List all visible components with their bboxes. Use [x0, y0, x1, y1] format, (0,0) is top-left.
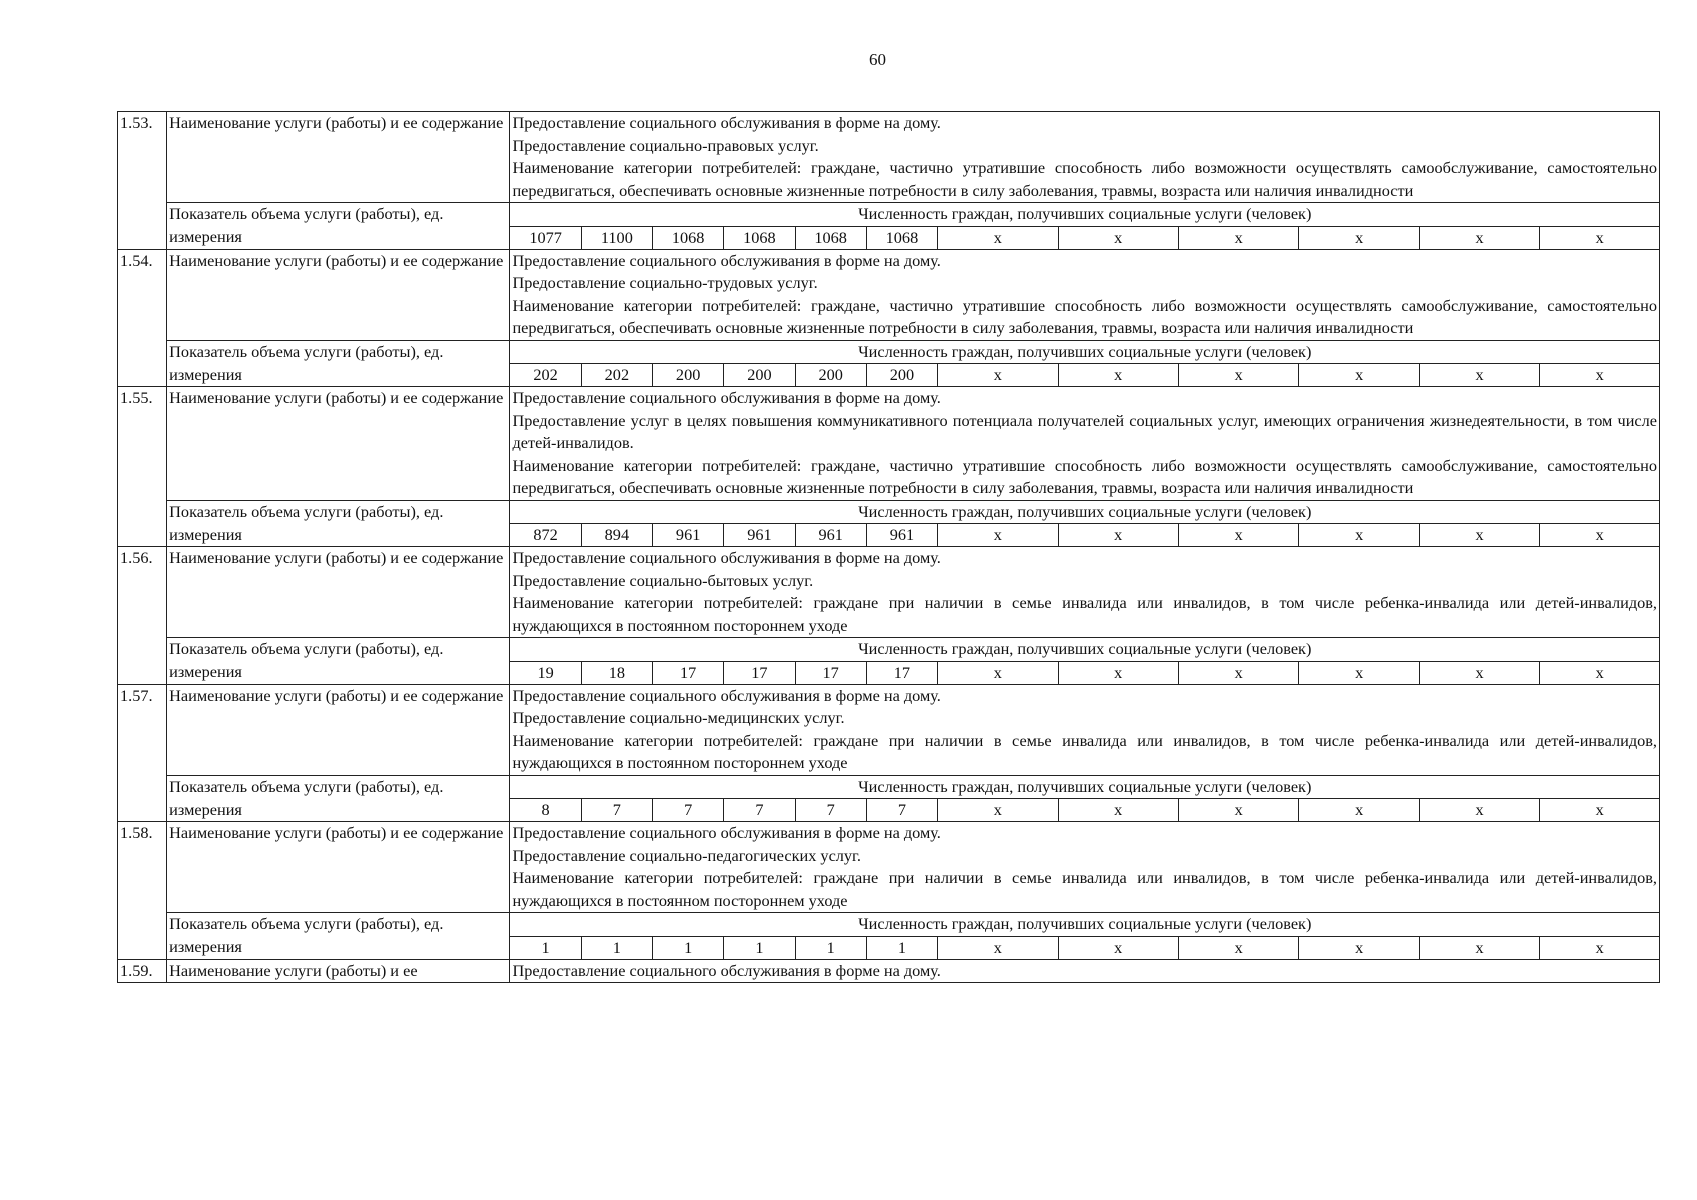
service-number: 1.55. — [118, 387, 167, 547]
volume-unit-row — [118, 638, 1660, 662]
volume-value: x — [1178, 524, 1298, 547]
volume-value: x — [1419, 936, 1539, 959]
service-row — [118, 387, 1660, 501]
description-line: Наименование категории потребителей: граждане при наличии в семье инвалида или инвалидов, в том числе ребенка-инвалида или детей-инвалидов, нуждающихся в постоянном постороннем уходе — [512, 730, 1657, 772]
services-table — [117, 111, 1660, 983]
volume-value: 1 — [653, 936, 724, 959]
volume-value: x — [1419, 661, 1539, 684]
volume-value: 7 — [653, 799, 724, 822]
volume-label: Показатель объема услуги (работы), ед. — [167, 500, 510, 524]
volume-value: 7 — [866, 799, 937, 822]
volume-value: x — [1058, 226, 1178, 249]
description-line: Предоставление социально-бытовых услуг. — [512, 570, 814, 590]
volume-value: x — [1419, 364, 1539, 387]
volume-value: x — [938, 661, 1058, 684]
volume-values-row — [118, 524, 1660, 547]
service-name-label: Наименование услуги (работы) и ее содержание — [167, 387, 510, 501]
volume-value: x — [1540, 226, 1660, 249]
volume-value: 1 — [724, 936, 795, 959]
volume-value: 200 — [653, 364, 724, 387]
service-row — [118, 547, 1660, 638]
volume-values-row — [118, 799, 1660, 822]
volume-value: x — [1178, 226, 1298, 249]
volume-value: 8 — [510, 799, 581, 822]
description-line: Предоставление социально-педагогических услуг. — [512, 845, 861, 865]
volume-value: 1100 — [581, 226, 652, 249]
volume-value: x — [938, 226, 1058, 249]
description-line: Предоставление социального обслуживания в форме на дому. — [512, 113, 941, 132]
volume-value: x — [1540, 799, 1660, 822]
volume-value: 1068 — [653, 226, 724, 249]
service-name-label: Наименование услуги (работы) и ее содержание — [167, 249, 510, 340]
volume-value: x — [1178, 364, 1298, 387]
service-row — [118, 112, 1660, 203]
description-line: Предоставление услуг в целях повышения коммуникативного потенциала получателей социальных услуг, имеющих ограничения жизнедеятельности, в том числе детей-инвалидов. — [512, 410, 1657, 452]
volume-value: 894 — [581, 524, 652, 547]
description-line: Предоставление социального обслуживания в форме на дому. — [512, 548, 941, 567]
volume-value: x — [1178, 936, 1298, 959]
description-line: Предоставление социально-медицинских услуг. — [512, 708, 845, 727]
volume-values-row — [118, 936, 1660, 959]
volume-value: 202 — [510, 364, 581, 387]
volume-unit-row — [118, 913, 1660, 937]
volume-value: x — [1058, 936, 1178, 959]
description-line: Наименование категории потребителей: граждане при наличии в семье инвалида или инвалидов, в том числе ребенка-инвалида или детей-инвалидов, нуждающихся в постоянном постороннем уходе — [512, 593, 1657, 635]
volume-unit: Численность граждан, получивших социальные услуги (человек) — [510, 500, 1660, 524]
service-number: 1.56. — [118, 547, 167, 685]
volume-values-row — [118, 226, 1660, 249]
description-line: Предоставление социального обслуживания в форме на дому. — [512, 823, 941, 842]
description-line: Предоставление социально-правовых услуг. — [512, 135, 819, 155]
volume-value: 1 — [866, 936, 937, 959]
volume-label-unit: измерения — [167, 936, 510, 959]
description-line: Предоставление социального обслуживания в форме на дому. — [512, 388, 941, 407]
volume-label: Показатель объема услуги (работы), ед. — [167, 913, 510, 937]
service-description: Предоставление социального обслуживания в форме на дому. — [510, 959, 1660, 983]
volume-value: x — [1058, 661, 1178, 684]
volume-unit-row — [118, 775, 1660, 799]
service-description — [510, 547, 1660, 638]
volume-label-unit: измерения — [167, 364, 510, 387]
volume-value: 7 — [795, 799, 866, 822]
volume-value: 1068 — [795, 226, 866, 249]
volume-value: 1 — [510, 936, 581, 959]
page-number: 60 — [869, 50, 886, 69]
volume-value: x — [1419, 799, 1539, 822]
volume-value: 961 — [724, 524, 795, 547]
service-row — [118, 249, 1660, 340]
volume-label-unit: измерения — [167, 524, 510, 547]
volume-unit-row — [118, 500, 1660, 524]
volume-value: 1068 — [866, 226, 937, 249]
volume-label-unit: измерения — [167, 226, 510, 249]
description-line: Наименование категории потребителей: граждане, частично утратившие способность либо возможности осуществлять самообслуживание, самостоятельно передвигаться, обеспечивать основные жизненные потребности в силу заболевания, травмы, возраста или наличия инвалидности — [512, 158, 1657, 200]
volume-value: 961 — [653, 524, 724, 547]
volume-value: 200 — [724, 364, 795, 387]
volume-unit: Численность граждан, получивших социальные услуги (человек) — [510, 203, 1660, 227]
description-line: Наименование категории потребителей: граждане, частично утратившие способность либо возможности осуществлять самообслуживание, самостоятельно передвигаться, обеспечивать основные жизненные потребности в силу заболевания, травмы, возраста или наличия инвалидности — [512, 455, 1657, 497]
volume-value: 1068 — [724, 226, 795, 249]
volume-label: Показатель объема услуги (работы), ед. — [167, 775, 510, 799]
volume-unit: Численность граждан, получивших социальные услуги (человек) — [510, 913, 1660, 937]
description-line: Наименование категории потребителей: граждане при наличии в семье инвалида или инвалидов, в том числе ребенка-инвалида или детей-инвалидов, нуждающихся в постоянном постороннем уходе — [512, 868, 1657, 910]
volume-unit: Численность граждан, получивших социальные услуги (человек) — [510, 340, 1660, 364]
volume-value: 1 — [795, 936, 866, 959]
volume-value: x — [1419, 226, 1539, 249]
volume-value: 19 — [510, 661, 581, 684]
volume-value: x — [1299, 364, 1419, 387]
description-line: Наименование категории потребителей: граждане, частично утратившие способность либо возможности осуществлять самообслуживание, самостоятельно передвигаться, обеспечивать основные жизненные потребности в силу заболевания, травмы, возраста или наличия инвалидности — [512, 295, 1657, 337]
service-name-label: Наименование услуги (работы) и ее содержание — [167, 684, 510, 775]
volume-value: x — [1299, 936, 1419, 959]
volume-value: x — [1299, 661, 1419, 684]
service-number: 1.54. — [118, 249, 167, 387]
volume-value: 18 — [581, 661, 652, 684]
volume-label-unit: измерения — [167, 799, 510, 822]
volume-values-row — [118, 661, 1660, 684]
description-line: Предоставление социального обслуживания в форме на дому. — [512, 250, 941, 270]
service-row — [118, 959, 1660, 983]
volume-value: x — [1178, 799, 1298, 822]
service-number: 1.53. — [118, 112, 167, 250]
volume-value: 202 — [581, 364, 652, 387]
volume-unit: Численность граждан, получивших социальные услуги (человек) — [510, 638, 1660, 662]
volume-value: x — [1540, 364, 1660, 387]
volume-value: x — [1299, 226, 1419, 249]
service-number: 1.57. — [118, 684, 167, 822]
volume-value: 200 — [866, 364, 937, 387]
volume-value: x — [1540, 936, 1660, 959]
volume-value: x — [1540, 661, 1660, 684]
volume-value: x — [1299, 799, 1419, 822]
service-name-label: Наименование услуги (работы) и ее содержание — [167, 112, 510, 203]
volume-value: 200 — [795, 364, 866, 387]
service-row — [118, 822, 1660, 913]
description-line: Предоставление социально-трудовых услуг. — [512, 273, 818, 292]
volume-value: x — [1299, 524, 1419, 547]
volume-value: x — [1058, 364, 1178, 387]
volume-value: 17 — [795, 661, 866, 684]
volume-value: x — [1419, 524, 1539, 547]
service-row — [118, 684, 1660, 775]
volume-value: 1 — [581, 936, 652, 959]
volume-unit-row — [118, 203, 1660, 227]
volume-unit-row — [118, 340, 1660, 364]
service-description — [510, 684, 1660, 775]
volume-value: x — [1178, 661, 1298, 684]
service-name-label: Наименование услуги (работы) и ее содержание — [167, 822, 510, 913]
volume-label: Показатель объема услуги (работы), ед. — [167, 340, 510, 364]
volume-value: x — [938, 936, 1058, 959]
service-name-label: Наименование услуги (работы) и ее содержание — [167, 547, 510, 638]
volume-value: 17 — [866, 661, 937, 684]
service-name-label: Наименование услуги (работы) и ее — [167, 959, 510, 983]
description-line: Предоставление социального обслуживания в форме на дому. — [512, 685, 941, 705]
volume-value: 7 — [581, 799, 652, 822]
volume-value: 17 — [653, 661, 724, 684]
volume-value: x — [1058, 799, 1178, 822]
volume-value: 17 — [724, 661, 795, 684]
volume-value: 872 — [510, 524, 581, 547]
volume-label-unit: измерения — [167, 661, 510, 684]
volume-value: x — [938, 524, 1058, 547]
volume-label: Показатель объема услуги (работы), ед. — [167, 638, 510, 662]
volume-values-row — [118, 364, 1660, 387]
volume-value: 961 — [795, 524, 866, 547]
service-description — [510, 249, 1660, 340]
volume-value: x — [938, 364, 1058, 387]
service-description — [510, 822, 1660, 913]
service-number: 1.59. — [118, 959, 167, 983]
volume-value: x — [938, 799, 1058, 822]
volume-value: 7 — [724, 799, 795, 822]
volume-unit: Численность граждан, получивших социальные услуги (человек) — [510, 775, 1660, 799]
service-description — [510, 387, 1660, 501]
volume-value: x — [1058, 524, 1178, 547]
service-number: 1.58. — [118, 822, 167, 960]
volume-value: 1077 — [510, 226, 581, 249]
volume-value: 961 — [866, 524, 937, 547]
service-description — [510, 112, 1660, 203]
volume-value: x — [1540, 524, 1660, 547]
volume-label: Показатель объема услуги (работы), ед. — [167, 203, 510, 227]
